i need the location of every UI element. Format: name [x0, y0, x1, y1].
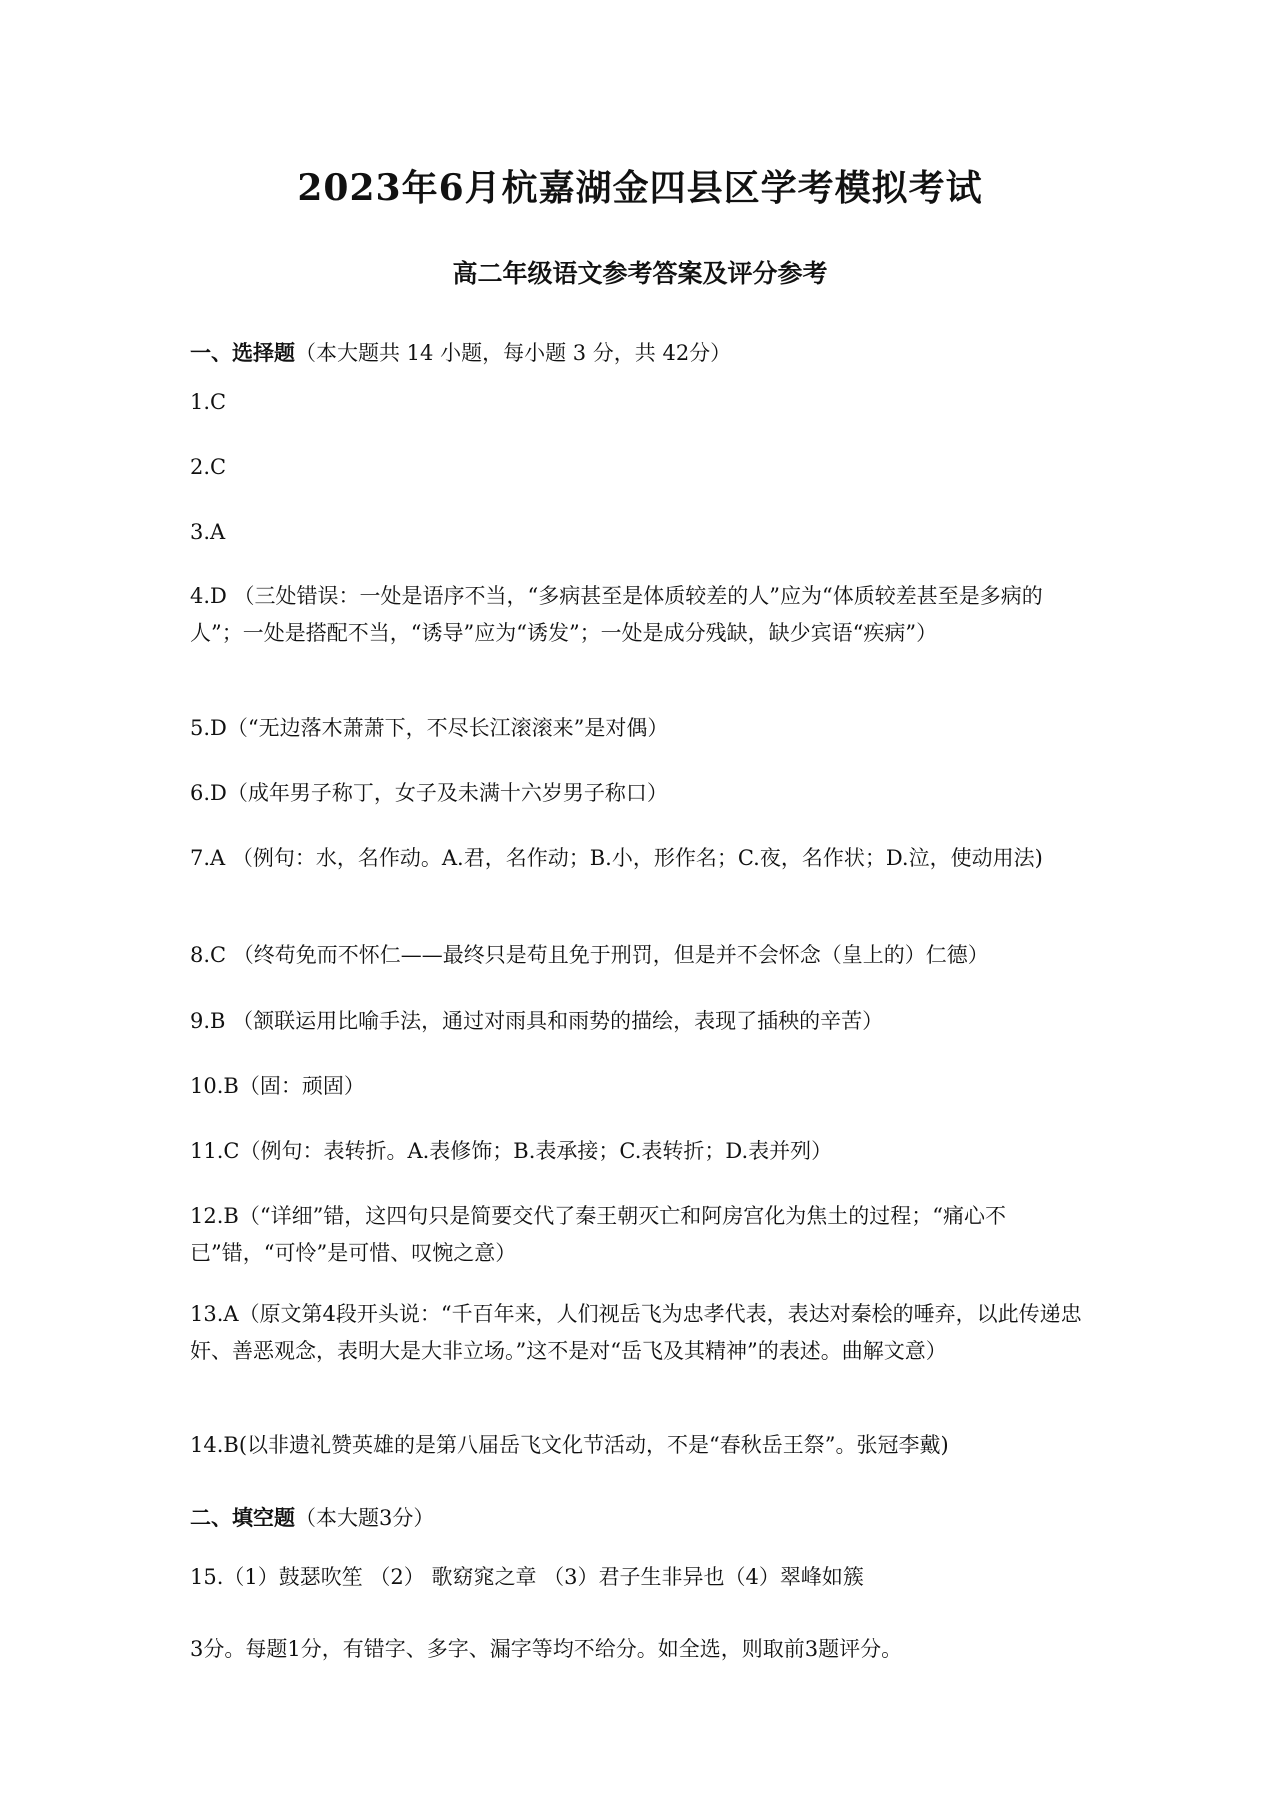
answer-item-15: 15.（1）鼓瑟吹笙 （2） 歌窈窕之章 （3）君子生非异也（4）翠峰如簇 [190, 1565, 864, 1589]
answer-item: 1.C [190, 390, 227, 414]
answer-item: 13.A（原文第4段开头说：“千百年来，人们视岳飞为忠孝代表，表达对秦桧的唾弃，以此传递忠奸、善恶观念，表明大是大非立场。”这不是对“岳飞及其精神”的表述。曲解文意） [190, 1302, 1082, 1363]
answer-item: 8.C （终苟免而不怀仁——最终只是苟且免于刑罚，但是并不会怀念（皇上的）仁德） [190, 943, 989, 967]
section-note: （本大题3分） [295, 1506, 435, 1530]
answer-item: 7.A （例句：水，名作动。A.君，名作动；B.小，形作名；C.夜，名作状；D.泣，使动用法) [190, 846, 1043, 870]
answer-item: 14.B(以非遗礼赞英雄的是第八届岳飞文化节活动，不是“春秋岳王祭”。张冠李戴) [190, 1433, 949, 1457]
section-note: （本大题共 14 小题，每小题 3 分，共 42分） [295, 341, 732, 365]
answer-item: 9.B （颔联运用比喻手法，通过对雨具和雨势的描绘，表现了插秧的辛苦） [190, 1009, 884, 1033]
answer-item: 4.D （三处错误：一处是语序不当，“多病甚至是体质较差的人”应为“体质较差甚至是多病的人”；一处是搭配不当，“诱导”应为“诱发”；一处是成分残缺，缺少宾语“疾病”） [190, 584, 1043, 645]
answer-item: 3.A [190, 520, 226, 544]
section-heading: 一、选择题 [190, 340, 295, 365]
section-heading: 二、填空题 [190, 1505, 295, 1530]
answer-item: 2.C [190, 455, 227, 479]
section-fill-heading [190, 1502, 434, 1532]
answer-item: 5.D（“无边落木萧萧下，不尽长江滚滚来”是对偶） [190, 716, 669, 740]
section-choice-heading [190, 337, 731, 367]
answer-item: 12.B（“详细”错，这四句只是简要交代了秦王朝灭亡和阿房宫化为焦土的过程；“痛心不已”错，“可怜”是可惜、叹惋之意） [190, 1204, 1007, 1265]
scoring-note: 3分。每题1分，有错字、多字、漏字等均不给分。如全选，则取前3题评分。 [190, 1637, 903, 1661]
answer-item: 10.B（固：顽固） [190, 1074, 365, 1098]
document-title: 2023年6月杭嘉湖金四县区学考模拟考试 [297, 167, 983, 209]
document-subtitle: 高二年级语文参考答案及评分参考 [452, 259, 828, 288]
answer-item: 6.D（成年男子称丁，女子及未满十六岁男子称口） [190, 781, 668, 805]
answer-item: 11.C（例句：表转折。A.表修饰；B.表承接；C.表转折；D.表并列） [190, 1139, 833, 1163]
